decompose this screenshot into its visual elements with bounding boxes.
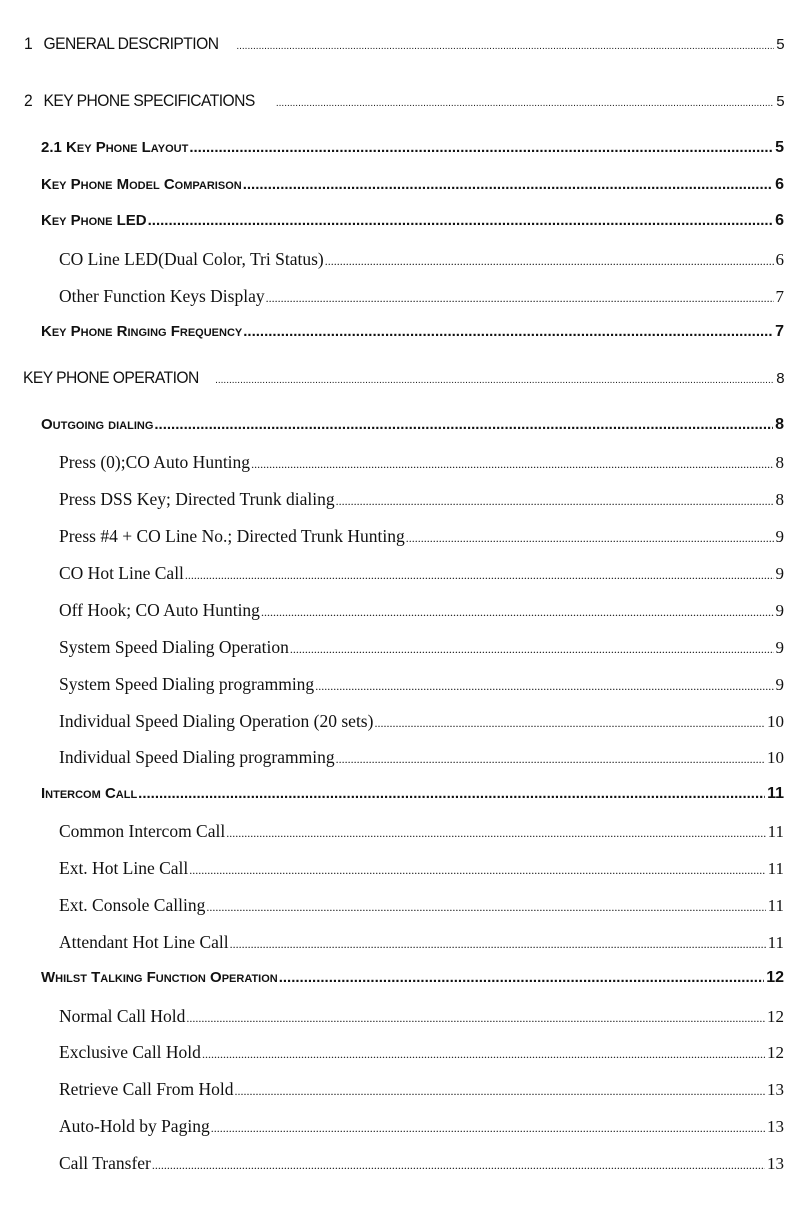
toc-entry[interactable] [59,674,784,695]
toc-entry-title: Individual Speed Dialing Operation (20 sets) [59,711,374,731]
dot-leader [230,937,766,952]
toc-entry-title: Press DSS Key; Directed Trunk dialing [59,489,335,509]
toc-entry-page: 9 [775,675,784,694]
toc-entry-title: Intercom Call [41,785,138,802]
toc-entry[interactable] [59,1042,784,1063]
toc-entry[interactable] [41,785,784,803]
toc-entry-page: 5 [776,36,784,53]
dot-leader [189,139,773,156]
toc-entry[interactable] [59,637,784,658]
toc-entry-title: CO Hot Line Call [59,563,184,583]
toc-entry-page: 9 [775,564,784,583]
toc-entry-title: Other Function Keys Display [59,286,265,306]
dot-leader [406,531,774,546]
toc-entry-page: 12 [767,1007,784,1026]
toc-entry[interactable] [59,1079,784,1100]
dot-leader [243,323,773,340]
dot-leader [206,900,765,915]
toc-entry-title: Outgoing dialing [41,416,154,433]
toc-entry-title: System Speed Dialing programming [59,674,315,694]
toc-entry-page: 9 [775,638,784,657]
toc-entry-page: 10 [767,712,784,731]
toc-entry[interactable] [23,368,784,388]
toc-entry-page: 5 [776,93,784,110]
toc-entry-title: Individual Speed Dialing programming [59,747,335,767]
dot-leader [154,416,773,433]
dot-leader [374,716,765,731]
toc-entry[interactable] [59,895,784,916]
toc-entry[interactable] [59,858,784,879]
toc-entry-title: Normal Call Hold [59,1006,186,1026]
toc-entry-title: Attendant Hot Line Call [59,932,229,952]
dot-leader [226,826,765,841]
toc-entry-title: Key Phone Ringing Frequency [41,323,243,340]
toc-entry[interactable] [59,489,784,510]
toc-entry[interactable] [41,969,784,987]
toc-entry-title: 1 GENERAL DESCRIPTION [24,34,219,53]
toc-entry-page: 11 [767,785,784,802]
toc-entry-title: Common Intercom Call [59,821,226,841]
toc-entry-page: 6 [775,250,784,269]
dot-leader [243,176,773,193]
toc-entry[interactable] [59,600,784,621]
dot-leader [148,212,773,229]
dot-leader [236,41,774,52]
toc-entry-title: Whilst Talking Function Operation [41,969,278,986]
toc-entry-page: 13 [767,1117,784,1136]
dot-leader [185,568,774,583]
toc-entry-page: 9 [775,601,784,620]
toc-entry-title: Off Hook; CO Auto Hunting [59,600,260,620]
dot-leader [336,752,765,767]
toc-entry-title: Ext. Hot Line Call [59,858,189,878]
dot-leader [202,1047,765,1062]
dot-leader [215,375,774,386]
toc-entry[interactable] [41,176,784,194]
toc-entry[interactable] [59,711,784,732]
dot-leader [211,1121,765,1136]
toc-entry[interactable] [24,34,784,54]
toc-entry-page: 8 [776,370,784,387]
toc-entry-title: Key Phone Model Comparison [41,176,242,193]
toc-entry[interactable] [59,563,784,584]
dot-leader [336,494,774,509]
toc-entry-title: 2.1 Key Phone Layout [41,139,189,156]
toc-entry-page: 6 [775,212,784,229]
toc-entry-page: 5 [775,139,784,156]
dot-leader [261,605,774,620]
toc-entry-page: 11 [767,896,784,915]
dot-leader [186,1011,765,1026]
dot-leader [266,291,774,306]
dot-leader [290,642,774,657]
toc-entry-title: Ext. Console Calling [59,895,206,915]
toc-entry-page: 13 [767,1154,784,1173]
toc-entry-page: 7 [775,287,784,306]
toc-entry[interactable] [41,416,784,434]
dot-leader [189,863,765,878]
dot-leader [138,785,765,802]
toc-entry[interactable] [59,1116,784,1137]
toc-entry-page: 10 [767,748,784,767]
toc-entry-title: Retrieve Call From Hold [59,1079,234,1099]
dot-leader [152,1158,765,1173]
toc-entry-title: Press (0);CO Auto Hunting [59,452,251,472]
toc-entry[interactable] [59,821,784,842]
toc-entry-page: 11 [767,859,784,878]
toc-entry[interactable] [59,1006,784,1027]
toc-entry[interactable] [59,286,784,307]
toc-entry-page: 11 [767,933,784,952]
toc-entry-page: 13 [767,1080,784,1099]
toc-entry[interactable] [24,91,784,111]
toc-entry-page: 12 [767,1043,784,1062]
toc-entry-page: 9 [775,527,784,546]
toc-entry[interactable] [59,249,784,270]
toc-entry-title: Auto-Hold by Paging [59,1116,210,1136]
toc-entry-page: 7 [775,323,784,340]
dot-leader [325,254,774,269]
toc-entry[interactable] [59,452,784,473]
toc-entry[interactable] [59,1153,784,1174]
toc-entry-title: 2 KEY PHONE SPECIFICATIONS [24,91,255,110]
toc-entry-page: 8 [775,490,784,509]
toc-entry-title: CO Line LED(Dual Color, Tri Status) [59,249,324,269]
toc-entry[interactable] [59,932,784,953]
toc-entry-page: 11 [767,822,784,841]
toc-entry-title: Press #4 + CO Line No.; Directed Trunk Hunting [59,526,405,546]
toc-entry[interactable] [41,212,784,230]
toc-entry-page: 8 [775,453,784,472]
toc-entry[interactable] [59,526,784,547]
dot-leader [315,679,773,694]
toc-entry-page: 12 [766,969,784,986]
dot-leader [235,1084,766,1099]
toc-entry[interactable] [59,747,784,768]
toc-entry-page: 6 [775,176,784,193]
dot-leader [251,457,773,472]
toc-entry-title: Key Phone LED [41,212,147,229]
toc-entry-title: Exclusive Call Hold [59,1042,201,1062]
dot-leader [279,969,764,986]
toc-entry-title: System Speed Dialing Operation [59,637,289,657]
toc-entry-page: 8 [775,416,784,433]
toc-entry-title: KEY PHONE OPERATION [23,368,199,387]
dot-leader [276,98,774,109]
toc-entry-title: Call Transfer [59,1153,151,1173]
toc-entry[interactable] [41,139,784,157]
toc-entry[interactable] [41,323,784,341]
